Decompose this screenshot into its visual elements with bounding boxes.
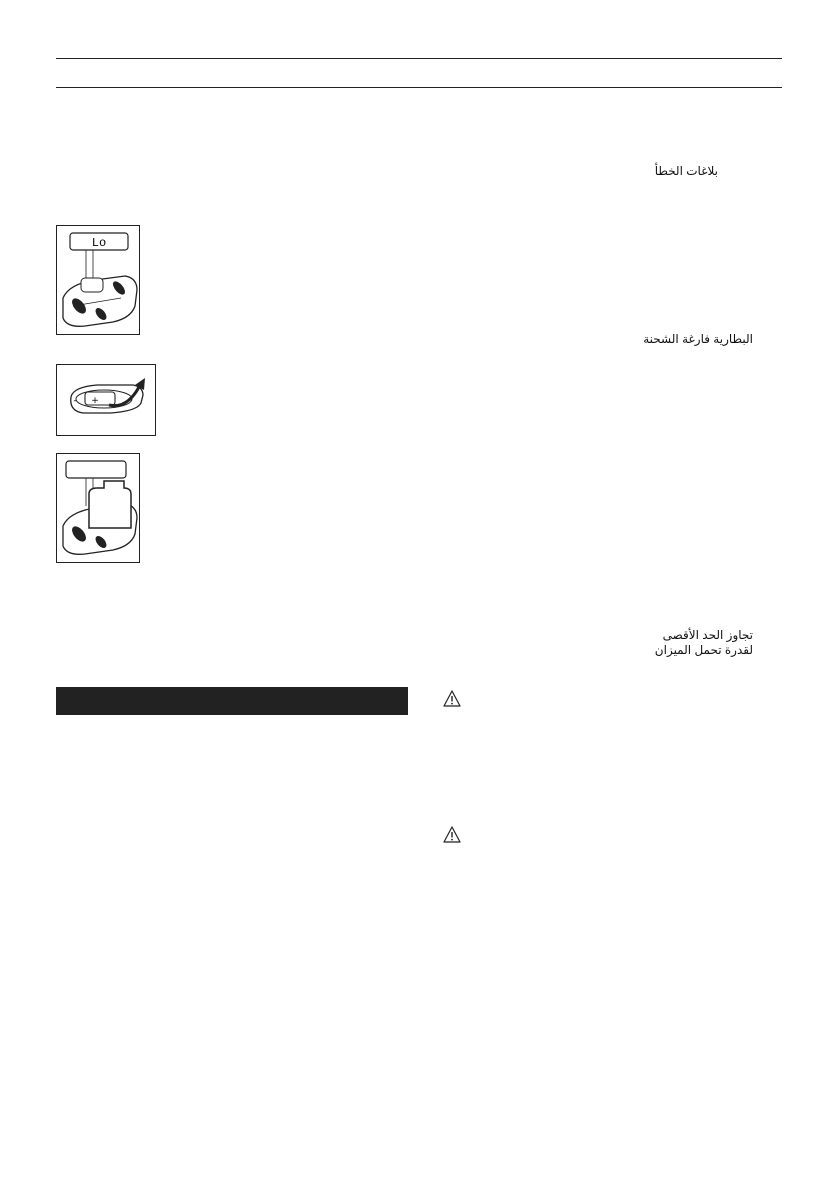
- header-rule-bottom: [56, 87, 782, 88]
- svg-text:+: +: [91, 396, 99, 406]
- header-rule-top: [56, 58, 782, 59]
- battery-replace-icon: [57, 365, 157, 437]
- lo-display-text: Lo: [91, 236, 107, 250]
- warning-triangle-icon: [443, 690, 461, 707]
- scale-lo-display-figure: [56, 225, 140, 335]
- overload-heading-line-1: تجاوز الحد الأقصى: [662, 628, 753, 642]
- overload-heading: [593, 628, 753, 658]
- battery-replace-figure: [56, 364, 156, 436]
- warning-triangle-icon: [443, 826, 461, 843]
- svg-text:-: -: [73, 396, 77, 406]
- overload-heading-line-2: لقدرة تحمل الميزان: [654, 643, 753, 657]
- error-messages-heading: بلاغات الخطأ: [654, 164, 718, 178]
- section-title-bar: [56, 687, 408, 715]
- scale-overload-weight-icon: [57, 454, 141, 564]
- scale-overload-figure: [56, 453, 140, 563]
- low-battery-heading: البطارية فارغة الشحنة: [643, 332, 753, 346]
- scale-lo-display-icon: [57, 226, 141, 336]
